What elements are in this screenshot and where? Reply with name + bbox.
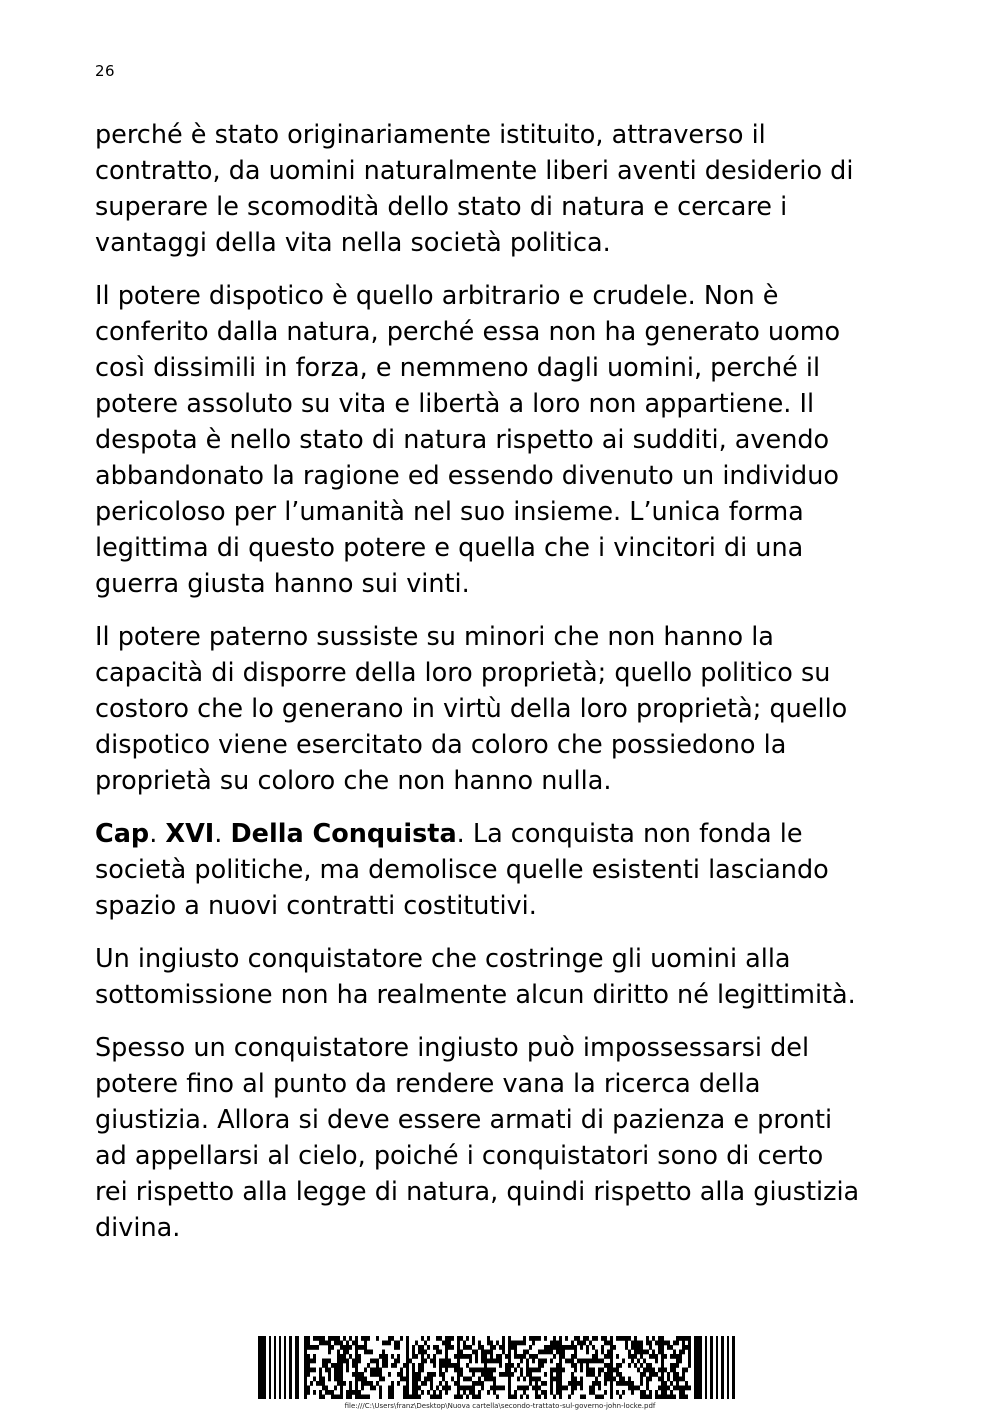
text-line: legittima di questo potere e quella che i vincitori di una	[95, 533, 804, 563]
document-body	[95, 117, 907, 1263]
text-line: despota è nello stato di natura rispetto ai sudditi, avendo	[95, 425, 830, 455]
text-line: Il potere dispotico è quello arbitrario e crudele. Non è	[95, 281, 779, 311]
paragraph	[95, 278, 907, 602]
text-line: La conquista non fonda le	[464, 819, 803, 849]
chapter-paragraph	[95, 816, 907, 924]
chapter-heading-line	[95, 816, 907, 852]
text-line: divina.	[95, 1213, 181, 1243]
paragraph	[95, 619, 907, 799]
text-line: spazio a nuovi contratti costitutivi.	[95, 891, 537, 921]
text-line: potere fino al punto da rendere vana la ricerca della	[95, 1069, 761, 1099]
text-line: Spesso un conquistatore ingiusto può impossessarsi del	[95, 1033, 810, 1063]
text-line: pericoloso per l’umanità nel suo insieme. L’unica forma	[95, 497, 804, 527]
text-line: abbandonato la ragione ed essendo divenuto un individuo	[95, 461, 839, 491]
file-path: file:///C:\Users\franz\Desktop\Nuova cartella\secondo-trattato-sul-governo-john-locke.pdf	[344, 1402, 656, 1410]
text-line: costoro che lo generano in virtù della loro proprietà; quello	[95, 694, 848, 724]
paragraph	[95, 1030, 907, 1246]
text-line: giustizia. Allora si deve essere armati di pazienza e pronti	[95, 1105, 833, 1135]
text-line: dispotico viene esercitato da coloro che possiedono la	[95, 730, 787, 760]
text-line: capacità di disporre della loro proprietà; quello politico su	[95, 658, 831, 688]
text-line: vantaggi della vita nella società politica.	[95, 228, 611, 258]
text-line: perché è stato originariamente istituito, attraverso il	[95, 120, 766, 150]
paragraph	[95, 941, 907, 1013]
heading-separator: .	[456, 819, 465, 849]
text-line: potere assoluto su vita e libertà a loro non appartiene. Il	[95, 389, 815, 419]
text-line: conferito dalla natura, perché essa non ha generato uomo	[95, 317, 841, 347]
pdf417-barcode-icon	[258, 1336, 735, 1399]
text-line: rei rispetto alla legge di natura, quindi rispetto alla giustizia	[95, 1177, 860, 1207]
text-line: Il potere paterno sussiste su minori che non hanno la	[95, 622, 774, 652]
text-line: ad appellarsi al cielo, poiché i conquistatori sono di certo	[95, 1141, 824, 1171]
text-line: Un ingiusto conquistatore che costringe gli uomini alla	[95, 944, 791, 974]
heading-separator: .	[149, 819, 158, 849]
heading-separator: .	[214, 819, 223, 849]
text-line: sottomissione non ha realmente alcun diritto né legittimità.	[95, 980, 856, 1010]
chapter-number: XVI	[165, 819, 215, 849]
text-line: società politiche, ma demolisce quelle esistenti lasciando	[95, 855, 829, 885]
page-number: 26	[95, 62, 116, 80]
text-line: proprietà su coloro che non hanno nulla.	[95, 766, 612, 796]
chapter-title: Della Conquista	[230, 819, 457, 849]
text-line: guerra giusta hanno sui vinti.	[95, 569, 470, 599]
text-line: superare le scomodità dello stato di natura e cercare i	[95, 192, 788, 222]
text-line: così dissimili in forza, e nemmeno dagli uomini, perché il	[95, 353, 821, 383]
paragraph	[95, 117, 907, 261]
text-line: contratto, da uomini naturalmente liberi aventi desiderio di	[95, 156, 854, 186]
chapter-label: Cap	[95, 819, 150, 849]
